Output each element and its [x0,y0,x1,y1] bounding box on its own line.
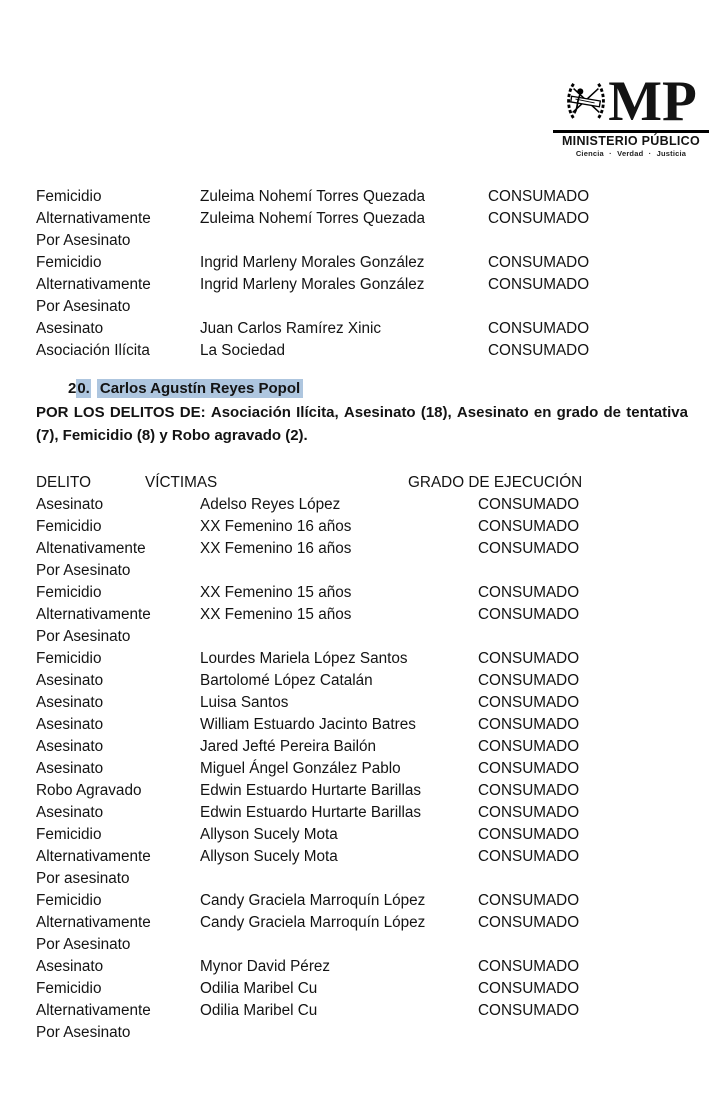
grado-cell: CONSUMADO [488,210,590,227]
victima-cell [200,868,478,890]
victima-cell: Ingrid Marleny Morales González [200,276,425,293]
table-row [36,824,696,846]
table-row [36,846,696,868]
table-row [36,736,696,758]
grado-cell: CONSUMADO [478,958,580,975]
table-row [36,802,696,824]
grado-cell [488,296,696,318]
grado-cell [478,934,696,956]
delito-cell: Asesinato [36,694,104,711]
delito-cell: Asesinato [36,716,104,733]
victima-cell: XX Femenino 16 años [200,518,352,535]
grado-cell: CONSUMADO [478,826,580,843]
delito-cell: Asesinato [36,672,104,689]
victima-cell: Candy Graciela Marroquín López [200,892,426,909]
victima-cell: Bartolomé López Catalán [200,672,373,689]
table-row [36,296,696,318]
grado-cell: CONSUMADO [478,738,580,755]
grado-cell: CONSUMADO [478,650,580,667]
delito-cell: Femicidio [36,892,102,909]
table-row [36,252,696,274]
grado-cell [478,1022,696,1044]
victima-cell [200,934,478,956]
victima-cell: Allyson Sucely Mota [200,826,338,843]
table-row [36,186,696,208]
logo-mp-letters: MP [608,69,697,133]
grado-cell: CONSUMADO [488,342,590,359]
delito-cell: Femicidio [36,254,102,271]
charges-line2: (7), Femicidio (8) y Robo agravado (2). [36,427,308,444]
table-row [36,780,696,802]
delito-cell: Femicidio [36,980,102,997]
victima-cell: Jared Jefté Pereira Bailón [200,738,377,755]
header-grado: GRADO DE EJECUCIÓN [408,474,583,491]
victima-cell: Allyson Sucely Mota [200,848,338,865]
header-delito: DELITO [36,474,91,491]
victima-cell: Candy Graciela Marroquín López [200,914,426,931]
guatemala-emblem-icon [565,78,607,129]
victima-cell: Luisa Santos [200,694,289,711]
delito-cell: Femicidio [36,518,102,535]
victima-cell: La Sociedad [200,342,286,359]
table-row [36,340,696,362]
grado-cell: CONSUMADO [488,320,590,337]
grado-cell: CONSUMADO [478,1002,580,1019]
table-row [36,956,696,978]
victima-cell [200,296,488,318]
case-number-plain: 2 [68,380,77,397]
delito-cell: Asesinato [36,760,104,777]
grado-cell: CONSUMADO [478,694,580,711]
delito-cell: Alternativamente [36,606,151,623]
delito-cell: Por Asesinato [36,562,131,579]
grado-cell: CONSUMADO [478,914,580,931]
grado-cell: CONSUMADO [478,804,580,821]
delito-cell: Por Asesinato [36,298,131,315]
grado-cell [478,626,696,648]
table-row [36,494,696,516]
charges-line1: POR LOS DELITOS DE: Asociación Ilícita, Asesinato (18), Asesinato en grado de tentativa [36,404,688,421]
delito-cell: Asesinato [36,738,104,755]
case-defendant-name: Carlos Agustín Reyes Popol [97,379,303,398]
victima-cell: Edwin Estuardo Hurtarte Barillas [200,804,422,821]
case-heading [36,378,688,400]
table-row [36,714,696,736]
delito-cell: Femicidio [36,826,102,843]
delito-cell: Alternativamente [36,210,151,227]
grado-cell: CONSUMADO [478,540,580,557]
table-row [36,1000,696,1022]
victima-cell: XX Femenino 15 años [200,584,352,601]
victima-cell: XX Femenino 16 años [200,540,352,557]
delito-cell: Asesinato [36,320,104,337]
table-row [36,318,696,340]
delito-cell: Robo Agravado [36,782,142,799]
delito-cell: Asociación Ilícita [36,342,150,359]
table-row [36,538,696,560]
delito-cell: Alternativamente [36,276,151,293]
logo-tagline: Ciencia · Verdad · Justicia [575,149,687,158]
grado-cell [478,868,696,890]
main-table-header [36,472,696,494]
table-row [36,230,696,252]
delito-cell: Femicidio [36,650,102,667]
victima-cell: Juan Carlos Ramírez Xinic [200,320,382,337]
grado-cell: CONSUMADO [478,584,580,601]
table-row [36,890,696,912]
victima-cell: Zuleima Nohemí Torres Quezada [200,210,426,227]
table-row [36,912,696,934]
table-row [36,582,696,604]
table-row [36,604,696,626]
case-number-highlighted: 0. [77,380,90,397]
grado-cell: CONSUMADO [488,188,590,205]
delito-cell: Asesinato [36,804,104,821]
victima-cell: Mynor David Pérez [200,958,331,975]
table-row [36,692,696,714]
ministerio-publico-logo [553,69,709,158]
delito-cell: Por Asesinato [36,628,131,645]
header-victimas: VÍCTIMAS [145,474,218,491]
table-row [36,868,696,890]
delito-cell: Femicidio [36,188,102,205]
grado-cell: CONSUMADO [478,782,580,799]
victima-cell [200,626,478,648]
delito-cell: Alternativamente [36,848,151,865]
charges-paragraph [36,401,688,447]
delito-cell: Por Asesinato [36,936,131,953]
grado-cell: CONSUMADO [488,254,590,271]
delito-cell: Por Asesinato [36,1024,131,1041]
grado-cell: CONSUMADO [478,892,580,909]
main-case-table [36,494,696,1044]
table-row [36,1022,696,1044]
victima-cell [200,1022,478,1044]
victima-cell: Lourdes Mariela López Santos [200,650,408,667]
victima-cell: Miguel Ángel González Pablo [200,760,401,777]
table-row [36,516,696,538]
victima-cell: XX Femenino 15 años [200,606,352,623]
victima-cell [200,230,488,252]
delito-cell: Alternativamente [36,914,151,931]
grado-cell: CONSUMADO [478,496,580,513]
delito-cell: Altenativamente [36,540,146,557]
table-row [36,560,696,582]
table-row [36,670,696,692]
delito-cell: Alternativamente [36,1002,151,1019]
victima-cell: Edwin Estuardo Hurtarte Barillas [200,782,422,799]
grado-cell: CONSUMADO [488,276,590,293]
victima-cell: William Estuardo Jacinto Batres [200,716,416,733]
grado-cell: CONSUMADO [478,518,580,535]
logo-institution-name: MINISTERIO PÚBLICO [561,134,701,148]
table-row [36,934,696,956]
grado-cell [478,560,696,582]
victima-cell: Odilia Maribel Cu [200,980,318,997]
victima-cell: Ingrid Marleny Morales González [200,254,425,271]
table-row [36,626,696,648]
victima-cell: Zuleima Nohemí Torres Quezada [200,188,426,205]
table-row [36,978,696,1000]
delito-cell: Asesinato [36,958,104,975]
grado-cell: CONSUMADO [478,672,580,689]
grado-cell: CONSUMADO [478,606,580,623]
delito-cell: Asesinato [36,496,104,513]
table-row [36,648,696,670]
delito-cell: Femicidio [36,584,102,601]
table-row [36,208,696,230]
victima-cell: Adelso Reyes López [200,496,341,513]
grado-cell [488,230,696,252]
victima-cell: Odilia Maribel Cu [200,1002,318,1019]
delito-cell: Por Asesinato [36,232,131,249]
table-row [36,274,696,296]
grado-cell: CONSUMADO [478,760,580,777]
delito-cell: Por asesinato [36,870,130,887]
table-row [36,758,696,780]
grado-cell: CONSUMADO [478,980,580,997]
grado-cell: CONSUMADO [478,716,580,733]
victima-cell [200,560,478,582]
grado-cell: CONSUMADO [478,848,580,865]
previous-case-table [36,186,696,362]
